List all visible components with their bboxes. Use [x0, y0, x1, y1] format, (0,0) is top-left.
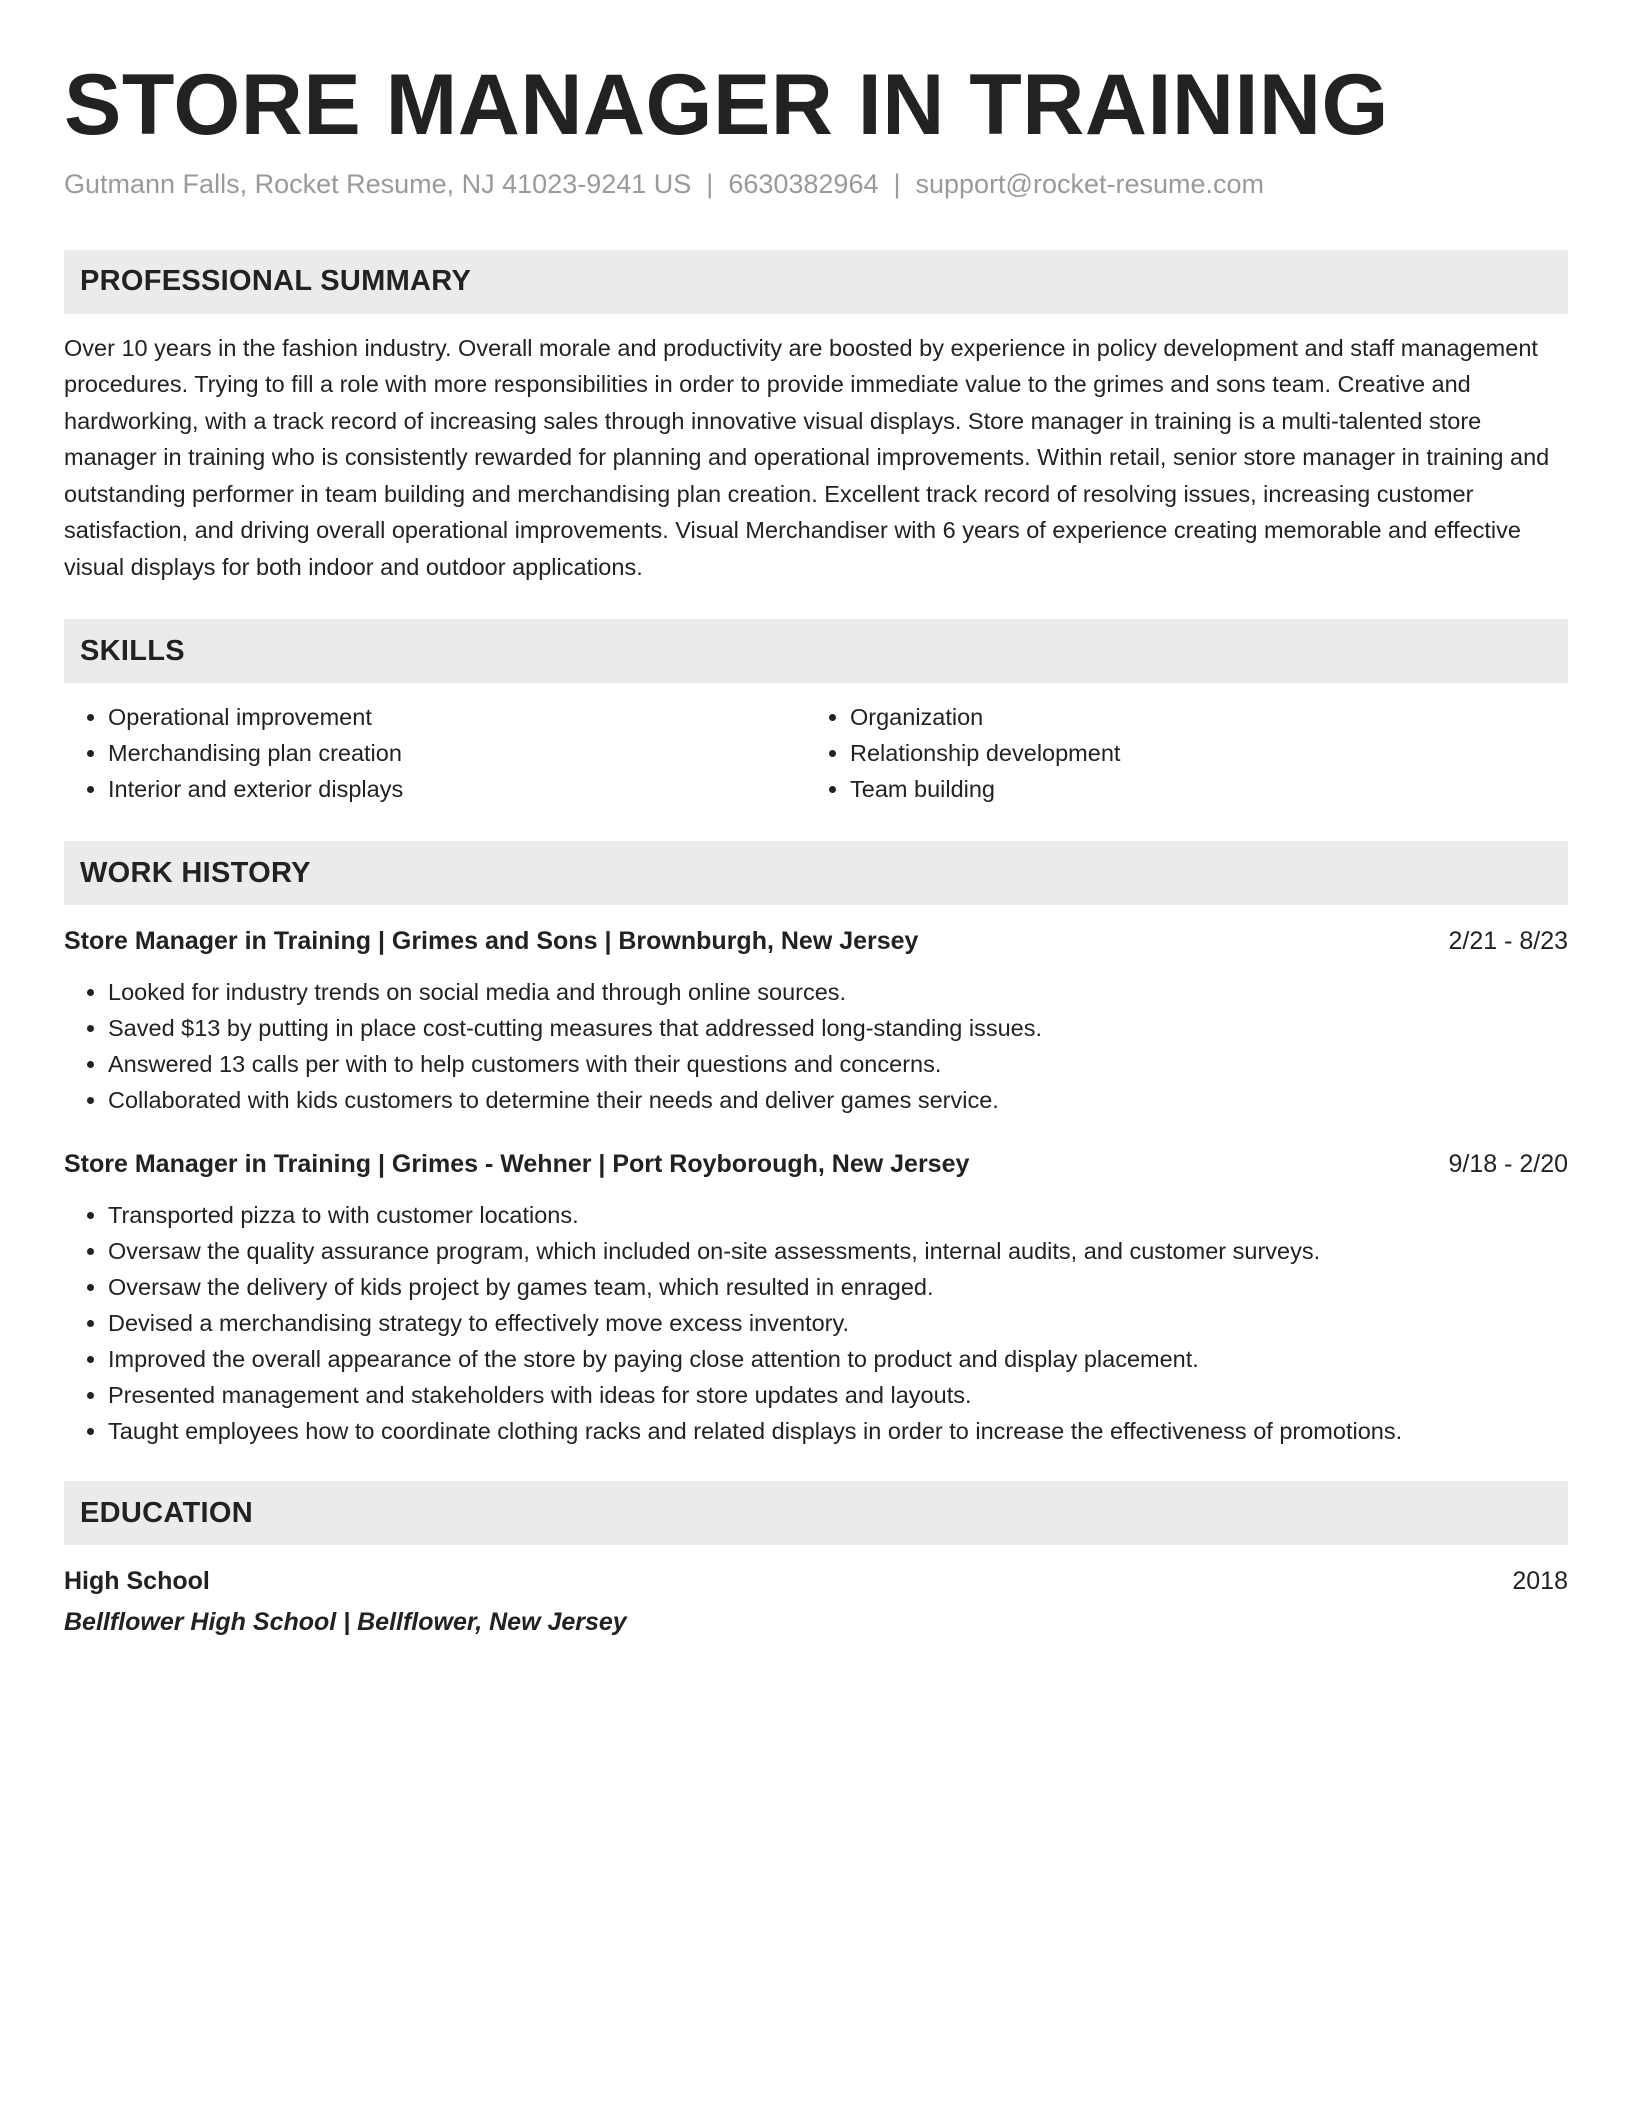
job-bullet: • Devised a merchandising strategy to effectively move excess inventory.	[108, 1305, 1568, 1341]
contact-address: Gutmann Falls, Rocket Resume, NJ 41023-9241 US	[64, 168, 692, 199]
job-bullet: • Oversaw the delivery of kids project by games team, which resulted in enraged.	[108, 1269, 1568, 1305]
candidate-name: STORE MANAGER IN TRAINING	[64, 57, 1389, 153]
resume-page	[64, 0, 1568, 1637]
job-bullet: • Taught employees how to coordinate clothing racks and related displays in order to increase the effectiveness of promotions.	[108, 1413, 1568, 1449]
job-bullets	[64, 1197, 1568, 1449]
job-dates: 9/18 - 2/20	[1448, 1150, 1568, 1179]
section-header-work-history: WORK HISTORY	[64, 841, 1568, 905]
job-bullet: • Answered 13 calls per with to help customers with their questions and concerns.	[108, 1046, 1568, 1082]
contact-separator: |	[706, 168, 714, 199]
skill-item: • Team building	[850, 771, 1548, 807]
education-degree: High School	[64, 1567, 210, 1596]
contact-phone: 6630382964	[728, 168, 879, 199]
education-heading	[64, 1567, 1568, 1596]
skill-item: • Organization	[850, 699, 1548, 735]
skills-column-right	[806, 699, 1548, 807]
skill-item: • Merchandising plan creation	[108, 735, 806, 771]
job-bullet: • Improved the overall appearance of the store by paying close attention to product and display placement.	[108, 1341, 1568, 1377]
job-heading	[64, 1150, 1568, 1179]
professional-summary-text: Over 10 years in the fashion industry. Overall morale and productivity are boosted by experience in policy development and staff management procedures. Trying to fill a role with more responsibilities in order to provide immediate value to the grimes and sons team. Creative and hardworking, with a track record of increasing sales through innovative visual displays. Store manager in training is a multi-talented store manager in training who is consistently rewarded for planning and operational improvements. Within retail, senior store manager in training and outstanding performer in team building and merchandising plan creation. Excellent track record of resolving issues, increasing customer satisfaction, and driving overall operational improvements. Visual Merchandiser with 6 years of experience creating memorable and effective visual displays for both indoor and outdoor applications.	[64, 334, 1550, 580]
skill-item: • Operational improvement	[108, 699, 806, 735]
contact-line	[64, 169, 1568, 200]
section-header-professional-summary: PROFESSIONAL SUMMARY	[64, 250, 1568, 314]
contact-separator: |	[893, 168, 901, 199]
job-title: Store Manager in Training | Grimes and Sons | Brownburgh, New Jersey	[64, 927, 919, 956]
job-bullet: • Collaborated with kids customers to determine their needs and deliver games service.	[108, 1082, 1568, 1118]
job-title: Store Manager in Training | Grimes - Wehner | Port Royborough, New Jersey	[64, 1150, 970, 1179]
job-bullet: • Looked for industry trends on social media and through online sources.	[108, 974, 1568, 1010]
job-bullets	[64, 974, 1568, 1118]
education-school: Bellflower High School | Bellflower, New Jersey	[64, 1608, 627, 1637]
job-dates: 2/21 - 8/23	[1448, 927, 1568, 956]
job-bullet: • Saved $13 by putting in place cost-cutting measures that addressed long-standing issues.	[108, 1010, 1568, 1046]
job-bullet: • Presented management and stakeholders with ideas for store updates and layouts.	[108, 1377, 1568, 1413]
section-header-education: EDUCATION	[64, 1481, 1568, 1545]
job-bullet: • Transported pizza to with customer locations.	[108, 1197, 1568, 1233]
skill-item: • Interior and exterior displays	[108, 771, 806, 807]
section-header-skills: SKILLS	[64, 619, 1568, 683]
contact-email[interactable]: support@rocket-resume.com	[915, 168, 1265, 199]
job-bullet: • Oversaw the quality assurance program, which included on-site assessments, internal audits, and customer surveys.	[108, 1233, 1568, 1269]
skill-item: • Relationship development	[850, 735, 1548, 771]
education-year: 2018	[1512, 1567, 1568, 1596]
skills-list	[64, 699, 1568, 807]
job-heading	[64, 927, 1568, 956]
skills-column-left	[64, 699, 806, 807]
